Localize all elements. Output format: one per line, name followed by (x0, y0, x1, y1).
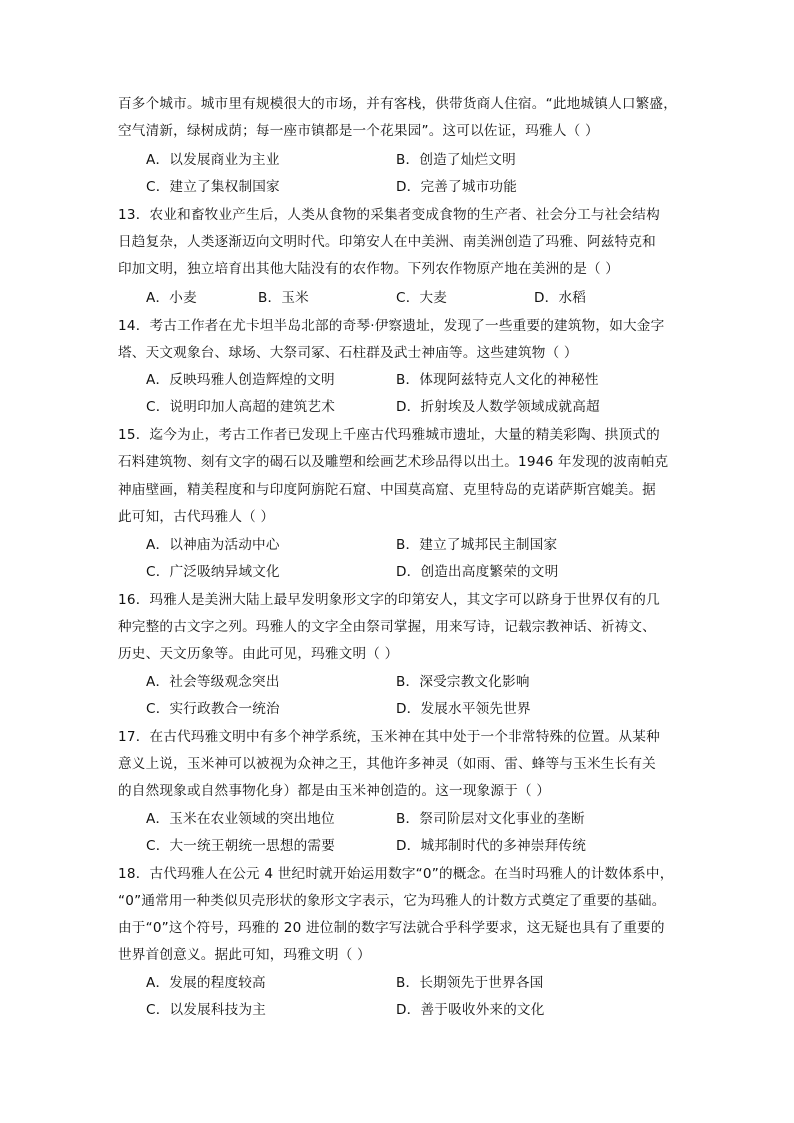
q18-option-a[interactable]: A．发展的程度较高 (146, 975, 266, 991)
q18-line-3: 由于“0”这个符号，玛雅的 20 进位制的数字写法就合乎科学要求，这无疑也具有了重要的 (118, 920, 665, 936)
q13-option-a[interactable]: A．小麦 (146, 290, 197, 306)
q16-option-b[interactable]: B．深受宗教文化影响 (396, 674, 530, 690)
q15-option-b[interactable]: B．建立了城邦民主制国家 (396, 537, 558, 553)
q15-option-c[interactable]: C．广泛吸纳异域文化 (146, 564, 280, 580)
q17-option-b[interactable]: B．祭司阶层对文化事业的垄断 (396, 811, 585, 827)
q17-line-1: 17．在古代玛雅文明中有多个神学系统，玉米神在其中处于一个非常特殊的位置。从某种 (118, 729, 660, 745)
q13-line-2: 日趋复杂，人类逐渐迈向文明时代。印第安人在中美洲、南美洲创造了玛雅、阿兹特克和 (118, 234, 656, 250)
q15-line-1: 15．迄今为止，考古工作者已发现上千座古代玛雅城市遗址，大量的精美彩陶、拱顶式的 (118, 427, 660, 443)
q15-option-a[interactable]: A．以神庙为活动中心 (146, 537, 280, 553)
q15-line-2: 石料建筑物、刻有文字的碣石以及雕塑和绘画艺术珍品得以出土。1946 年发现的波南帕克 (118, 454, 669, 470)
q14-line-2: 塔、天文观象台、球场、大祭司冢、石柱群及武士神庙等。这些建筑物（ ） (118, 345, 578, 361)
q17-line-3: 的自然现象或自然事物化身）都是由玉米神创造的。这一现象源于（ ） (118, 783, 551, 799)
q12-option-d[interactable]: D．完善了城市功能 (396, 179, 518, 195)
q18-option-d[interactable]: D．善于吸收外来的文化 (396, 1002, 545, 1018)
q18-option-c[interactable]: C．以发展科技为主 (146, 1002, 267, 1018)
q16-line-1: 16．玛雅人是美洲大陆上最早发明象形文字的印第安人，其文字可以跻身于世界仅有的几 (118, 592, 660, 608)
q12-line-2: 空气清新，绿树成荫；每一座市镇都是一个花果园”。这可以佐证，玛雅人（ ） (118, 123, 599, 139)
q14-option-a[interactable]: A．反映玛雅人创造辉煌的文明 (146, 372, 335, 388)
q15-option-d[interactable]: D．创造出高度繁荣的文明 (396, 564, 559, 580)
q14-line-1: 14．考古工作者在尤卡坦半岛北部的奇琴·伊察遗址，发现了一些重要的建筑物，如大金字 (118, 318, 665, 334)
q13-option-c[interactable]: C．大麦 (396, 290, 448, 306)
q12-line-1: 百多个城市。城市里有规模很大的市场，并有客栈，供带货商人住宿。“此地城镇人口繁盛， (118, 96, 677, 112)
q17-option-c[interactable]: C．大一统王朝统一思想的需要 (146, 838, 336, 854)
q13-line-1: 13．农业和畜牧业产生后，人类从食物的采集者变成食物的生产者、社会分工与社会结构 (118, 207, 660, 223)
q16-option-a[interactable]: A．社会等级观念突出 (146, 674, 280, 690)
q15-line-4: 此可知，古代玛雅人（ ） (118, 509, 275, 525)
q14-option-c[interactable]: C．说明印加人高超的建筑艺术 (146, 399, 336, 415)
q18-line-4: 世界首创意义。据此可知，玛雅文明（ ） (118, 947, 371, 963)
q17-option-a[interactable]: A．玉米在农业领域的突出地位 (146, 811, 335, 827)
q16-option-c[interactable]: C．实行政教合一统治 (146, 701, 280, 717)
q13-line-3: 印加文明，独立培育出其他大陆没有的农作物。下列农作物原产地在美洲的是（ ） (118, 261, 620, 277)
q12-option-c[interactable]: C．建立了集权制国家 (146, 179, 280, 195)
q17-option-d[interactable]: D．城邦制时代的多神崇拜传统 (396, 838, 586, 854)
q14-option-b[interactable]: B．体现阿兹特克人文化的神秘性 (396, 372, 599, 388)
q15-line-3: 神庙壁画，精美程度和与印度阿旃陀石窟、中国莫高窟、克里特岛的克诺萨斯宫媲美。据 (118, 482, 656, 498)
q12-option-a[interactable]: A．以发展商业为主业 (146, 152, 280, 168)
q14-option-d[interactable]: D．折射埃及人数学领域成就高超 (396, 399, 600, 415)
q17-line-2: 意义上说，玉米神可以被视为众神之王，其他许多神灵（如雨、雷、蜂等与玉米生长有关 (118, 756, 656, 772)
q16-line-3: 历史、天文历象等。由此可见，玛雅文明（ ） (118, 646, 399, 662)
q18-line-1: 18．古代玛雅人在公元 4 世纪时就开始运用数字“0”的概念。在当时玛雅人的计数体系中， (118, 866, 674, 882)
q12-option-b[interactable]: B．创造了灿烂文明 (396, 152, 516, 168)
q13-option-b[interactable]: B．玉米 (258, 290, 309, 306)
q16-option-d[interactable]: D．发展水平领先世界 (396, 701, 531, 717)
q16-line-2: 种完整的古文字之列。玛雅人的文字全由祭司掌握，用来写诗，记载宗教神话、祈祷文、 (118, 619, 656, 635)
q13-option-d[interactable]: D．水稻 (534, 290, 587, 306)
q18-option-b[interactable]: B．长期领先于世界各国 (396, 975, 544, 991)
q18-line-2: “0”通常用一种类似贝壳形状的象形文字表示，它为玛雅人的计数方式奠定了重要的基础。 (118, 893, 666, 909)
